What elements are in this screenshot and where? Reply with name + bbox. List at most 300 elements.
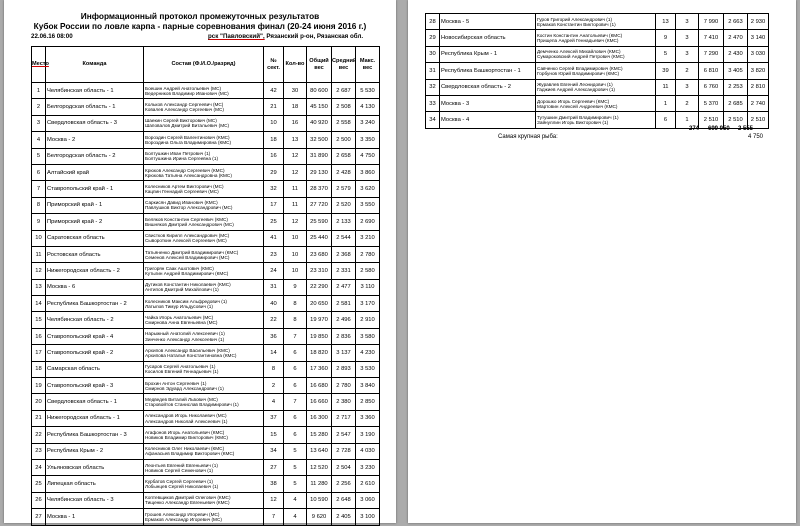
table-row — [32, 378, 380, 394]
avg-weight-cell: 2 658 — [332, 148, 356, 164]
sector-cell: 7 — [264, 509, 284, 525]
team-cell: Белгородская область - 1 — [46, 99, 144, 115]
angler-name: Сумароковский Андрей Петрович (КМС) — [537, 54, 625, 60]
avg-weight-cell: 2 685 — [724, 95, 748, 111]
count-cell: 8 — [284, 312, 307, 328]
total-weight-cell: 80 600 — [307, 83, 332, 99]
angler-name: Крюкова Татьяна Александровна (КМС) — [145, 172, 232, 178]
angler-name: Новиков Владимир Викторович (КМС) — [145, 434, 228, 440]
protocol-title: Информационный протокол промежуточных результатов — [80, 11, 320, 21]
team-cell: Ставропольский край - 3 — [46, 378, 144, 394]
total-weight-cell: 23 310 — [307, 263, 332, 279]
sector-cell: 24 — [264, 263, 284, 279]
count-cell: 7 — [284, 394, 307, 410]
angler-name: Новиков Сергей Семенович (1) — [145, 467, 213, 473]
team-cell: Москва - 6 — [46, 279, 144, 295]
count-cell: 5 — [284, 459, 307, 475]
anglers-cell — [144, 378, 264, 394]
count-cell: 10 — [284, 246, 307, 262]
total-weight-cell: 29 130 — [307, 164, 332, 180]
angler-name: Афанасьев Владимир Викторович (КМС) — [145, 451, 235, 457]
angler-name: Чайка Игорь Анатольевич (МС) — [145, 315, 214, 321]
angler-name: Беляков Константин Сергеевич (КМС) — [145, 216, 228, 222]
anglers-cell — [144, 410, 264, 426]
team-cell: Приморский край - 1 — [46, 197, 144, 213]
count-cell: 10 — [284, 230, 307, 246]
place-cell: 21 — [32, 410, 46, 426]
sector-cell: 32 — [264, 181, 284, 197]
place-cell: 31 — [426, 63, 440, 79]
count-cell: 8 — [284, 296, 307, 312]
angler-name: Прищепа Андрей Геннадьевич (КМС) — [537, 38, 619, 44]
anglers-cell — [144, 246, 264, 262]
anglers-cell — [536, 63, 656, 79]
count-cell: 9 — [284, 279, 307, 295]
count-cell: 2 — [676, 63, 699, 79]
table-row — [32, 181, 380, 197]
place-cell: 3 — [32, 115, 46, 131]
count-cell: 18 — [284, 99, 307, 115]
count-cell: 7 — [284, 328, 307, 344]
sector-cell: 8 — [264, 361, 284, 377]
count-cell: 5 — [284, 476, 307, 492]
anglers-cell — [144, 197, 264, 213]
biggest-fish-label: Самая крупная рыба: — [498, 134, 558, 140]
document-page-2 — [408, 0, 796, 523]
sector-cell: 22 — [264, 312, 284, 328]
total-weight-cell: 25 440 — [307, 230, 332, 246]
team-cell: Москва - 5 — [440, 14, 536, 30]
table-row — [32, 164, 380, 180]
table-row — [32, 214, 380, 230]
competition-title: Кубок России по ловле карпа - парные соревнования финал (20-24 июня 2016 г.) — [33, 21, 367, 31]
anglers-cell — [144, 99, 264, 115]
team-cell: Челябинская область - 3 — [46, 492, 144, 508]
count-cell: 12 — [284, 148, 307, 164]
avg-weight-cell: 2 547 — [332, 427, 356, 443]
total-weight-cell: 17 360 — [307, 361, 332, 377]
count-cell: 11 — [284, 197, 307, 213]
angler-name: Боешин Андрей Анатольевич (МС) — [145, 85, 222, 91]
col-header-sector: № сект. — [264, 47, 284, 83]
total-weight-cell: 25 590 — [307, 214, 332, 230]
col-header-total: Общий вес — [307, 47, 332, 83]
place-cell: 8 — [32, 197, 46, 213]
table-row — [32, 246, 380, 262]
angler-name: Смирнова Анна Евгеньевна (МС) — [145, 320, 218, 326]
sector-cell: 14 — [264, 345, 284, 361]
angler-name: Вороздин Сергей Валентинович (КМС) — [145, 134, 230, 140]
angler-name: Демченко Алексей Михайлович (КМС) — [537, 49, 621, 55]
place-cell: 32 — [426, 79, 440, 95]
total-count: 274 — [689, 126, 700, 132]
place-cell: 15 — [32, 312, 46, 328]
max-weight-cell: 3 820 — [748, 63, 769, 79]
max-weight-cell: 3 550 — [356, 197, 380, 213]
max-weight-cell: 3 530 — [356, 361, 380, 377]
anglers-cell — [144, 132, 264, 148]
avg-weight-cell: 2 430 — [724, 46, 748, 62]
anglers-cell — [144, 312, 264, 328]
avg-weight-cell: 2 648 — [332, 492, 356, 508]
table-row — [32, 459, 380, 475]
place-cell: 5 — [32, 148, 46, 164]
place-cell: 2 — [32, 99, 46, 115]
biggest-fish-value: 4 750 — [748, 134, 764, 140]
avg-weight-cell: 2 663 — [724, 14, 748, 30]
sector-cell: 2 — [264, 378, 284, 394]
avg-weight-cell: 2 133 — [332, 214, 356, 230]
place-cell: 29 — [426, 30, 440, 46]
max-weight-cell: 3 240 — [356, 115, 380, 131]
total-weight-cell: 7 410 — [699, 30, 724, 46]
total-weight-cell: 23 680 — [307, 246, 332, 262]
total-weight-cell: 27 720 — [307, 197, 332, 213]
total-weight-cell: 12 520 — [307, 459, 332, 475]
col-header-place: Место — [32, 47, 46, 83]
angler-name: Савченко Сергей Владимирович (КМС) — [537, 65, 623, 71]
avg-weight-cell: 3 405 — [724, 63, 748, 79]
table-row — [426, 95, 769, 111]
avg-weight-cell: 2 368 — [332, 246, 356, 262]
max-weight-cell: 3 620 — [356, 181, 380, 197]
angler-name: Костин Константин Анатольевич (КМС) — [537, 33, 623, 38]
place-cell: 24 — [32, 459, 46, 475]
max-weight-cell: 3 230 — [356, 459, 380, 475]
team-cell: Свердловская область - 3 — [46, 115, 144, 131]
anglers-cell — [144, 214, 264, 230]
total-weight-cell: 18 820 — [307, 345, 332, 361]
table-row — [32, 427, 380, 443]
avg-weight-cell: 2 253 — [724, 79, 748, 95]
avg-weight-cell: 2 508 — [332, 99, 356, 115]
anglers-cell — [144, 394, 264, 410]
count-cell: 16 — [284, 115, 307, 131]
angler-name: Мартовин Алексей Андреевич (КМС) — [537, 103, 618, 109]
angler-name: Татьяненко Дмитрий Владимирович (КМС) — [145, 249, 239, 255]
count-cell: 6 — [284, 378, 307, 394]
team-cell: Республика Башкортостан - 1 — [440, 63, 536, 79]
max-weight-cell: 3 060 — [356, 492, 380, 508]
sector-cell: 11 — [656, 79, 676, 95]
place-cell: 12 — [32, 263, 46, 279]
total-weight-cell: 16 680 — [307, 378, 332, 394]
sector-cell: 41 — [264, 230, 284, 246]
place-cell: 13 — [32, 279, 46, 295]
max-weight-cell: 3 360 — [356, 410, 380, 426]
total-weight-cell: 19 970 — [307, 312, 332, 328]
results-body-page-1 — [32, 83, 380, 526]
col-header-team: Команда — [46, 47, 144, 83]
place-cell: 27 — [32, 509, 46, 525]
col-header-count: Кол-во — [284, 47, 307, 83]
count-cell: 12 — [284, 214, 307, 230]
max-weight-cell: 3 030 — [748, 46, 769, 62]
angler-name: Латыпов Тимур Ильдусович (1) — [145, 303, 213, 309]
anglers-cell — [144, 296, 264, 312]
anglers-cell — [144, 279, 264, 295]
place-cell: 23 — [32, 443, 46, 459]
table-row — [32, 492, 380, 508]
team-cell: Свердловская область - 2 — [440, 79, 536, 95]
team-cell: Челябинская область - 1 — [46, 83, 144, 99]
team-cell: Ульяновская область — [46, 459, 144, 475]
team-cell: Саратовская область — [46, 230, 144, 246]
angler-name: Грошев Александр Игоревич (МС) — [145, 511, 220, 517]
angler-name: Медведев Виталий Львович (МС) — [145, 397, 218, 403]
angler-name: Сывороткин Алексей Сергеевич (МС) — [145, 238, 227, 244]
table-row — [32, 328, 380, 344]
count-cell: 11 — [284, 181, 307, 197]
sector-cell: 4 — [264, 394, 284, 410]
angler-name: Журавлев Евгений Леонидович (1) — [537, 82, 613, 88]
team-cell: Самарская область — [46, 361, 144, 377]
team-cell: Липецкая область — [46, 476, 144, 492]
angler-name: Гаджиев Андрей Александрович (1) — [537, 87, 615, 93]
max-weight-cell: 2 780 — [356, 246, 380, 262]
max-weight-cell: 3 110 — [356, 279, 380, 295]
max-weight-cell: 3 350 — [356, 132, 380, 148]
avg-weight-cell: 2 470 — [724, 30, 748, 46]
place-cell: 26 — [32, 492, 46, 508]
avg-weight-cell: 2 687 — [332, 83, 356, 99]
place-cell: 22 — [32, 427, 46, 443]
results-table-page-2 — [425, 13, 769, 129]
avg-weight-cell: 2 500 — [332, 132, 356, 148]
place-cell: 11 — [32, 246, 46, 262]
anglers-cell — [144, 509, 264, 525]
team-cell: Москва - 3 — [440, 95, 536, 111]
place-cell: 33 — [426, 95, 440, 111]
team-cell: Алтайский край — [46, 164, 144, 180]
count-cell: 12 — [284, 164, 307, 180]
count-cell: 1 — [676, 112, 699, 128]
team-cell: Ставропольский край - 1 — [46, 181, 144, 197]
angler-name: Ведерников Владимир Иванович (МС) — [145, 90, 229, 96]
avg-weight-cell: 2 717 — [332, 410, 356, 426]
angler-name: Лобынцев Сергей Николаевич (1) — [145, 484, 219, 490]
avg-weight-cell: 2 780 — [332, 378, 356, 394]
sector-cell: 18 — [264, 132, 284, 148]
sector-cell: 23 — [264, 246, 284, 262]
team-cell: Нижегородская область - 2 — [46, 263, 144, 279]
angler-name: Зайнуллин Игорь Викторович (1) — [537, 120, 609, 126]
count-cell: 4 — [284, 509, 307, 525]
total-weight-cell: 31 890 — [307, 148, 332, 164]
team-cell: Москва - 4 — [440, 112, 536, 128]
anglers-cell — [144, 492, 264, 508]
anglers-cell — [144, 263, 264, 279]
place-cell: 1 — [32, 83, 46, 99]
total-weight: 699 950 — [708, 126, 730, 132]
total-weight-cell: 16 660 — [307, 394, 332, 410]
anglers-cell — [144, 459, 264, 475]
total-weight-cell: 22 290 — [307, 279, 332, 295]
avg-weight-cell: 2 496 — [332, 312, 356, 328]
max-weight-cell: 3 860 — [356, 164, 380, 180]
sector-cell: 40 — [264, 296, 284, 312]
count-cell: 2 — [676, 95, 699, 111]
avg-weight-cell: 2 893 — [332, 361, 356, 377]
count-cell: 3 — [676, 46, 699, 62]
sector-cell: 42 — [264, 83, 284, 99]
max-weight-cell: 2 810 — [748, 79, 769, 95]
angler-name: Дорошко Игорь Сергеевич (КМС) — [537, 98, 610, 104]
sector-cell: 21 — [264, 99, 284, 115]
table-row — [32, 509, 380, 525]
place-cell: 4 — [32, 132, 46, 148]
angler-name: Кольков Александр Сергеевич (МС) — [145, 102, 224, 107]
avg-weight-cell: 2 520 — [332, 197, 356, 213]
avg-weight-cell: 2 331 — [332, 263, 356, 279]
angler-name: Агафонов Игорь Анатольевич (КМС) — [145, 429, 225, 435]
table-row — [426, 46, 769, 62]
team-cell: Белгородская область - 2 — [46, 148, 144, 164]
count-cell: 3 — [676, 79, 699, 95]
max-weight-cell: 3 170 — [356, 296, 380, 312]
angler-name: Семенов Алексей Владимирович (МС) — [145, 254, 230, 260]
max-weight-cell: 4 230 — [356, 345, 380, 361]
table-row — [32, 230, 380, 246]
angler-name: Гуров Григорий Александрович (1) — [537, 16, 613, 22]
max-weight-cell: 3 190 — [356, 427, 380, 443]
angler-name: Ермаков Александр Игоревич (МС) — [145, 516, 222, 522]
angler-name: Тищенко Александр Евгеньевич (КМС) — [145, 500, 230, 506]
angler-name: Александров Игорь Николаевич (МС) — [145, 413, 227, 419]
table-row — [32, 443, 380, 459]
max-weight-cell: 2 610 — [356, 476, 380, 492]
avg-weight-cell: 2 510 — [724, 112, 748, 128]
angler-name: Александров Николай Алексеевич (1) — [145, 418, 228, 424]
results-table-page-1 — [31, 46, 380, 526]
sector-cell: 15 — [264, 427, 284, 443]
anglers-cell — [144, 427, 264, 443]
table-header-row — [32, 47, 380, 83]
angler-name: Шаповалов Дмитрий Витальевич (МС) — [145, 123, 230, 129]
anglers-cell — [536, 95, 656, 111]
total-weight-cell: 10 590 — [307, 492, 332, 508]
max-weight-cell: 5 530 — [356, 83, 380, 99]
count-cell: 13 — [284, 132, 307, 148]
max-weight-cell: 2 510 — [748, 112, 769, 128]
sector-cell: 17 — [264, 197, 284, 213]
team-cell: Ростовская область — [46, 246, 144, 262]
count-cell: 6 — [284, 345, 307, 361]
total-weight-cell: 13 640 — [307, 443, 332, 459]
avg-weight-cell: 3 137 — [332, 345, 356, 361]
team-cell: Новосибирская область — [440, 30, 536, 46]
avg-weight-cell: 2 558 — [332, 115, 356, 131]
angler-name: Колесников Олег Николаевич (КМС) — [145, 446, 225, 452]
place-cell: 28 — [426, 14, 440, 30]
team-cell: Москва - 1 — [46, 509, 144, 525]
angler-name: Антипов Дмитрий Михайлович (1) — [145, 287, 219, 293]
max-weight-cell: 3 100 — [356, 509, 380, 525]
place-cell: 20 — [32, 394, 46, 410]
sector-cell: 10 — [264, 115, 284, 131]
max-weight-cell: 3 210 — [356, 230, 380, 246]
table-row — [32, 410, 380, 426]
sector-cell: 38 — [264, 476, 284, 492]
angler-name: Кутыгин Андрей Владимирович (КМС) — [145, 270, 229, 276]
max-weight-cell: 2 740 — [748, 95, 769, 111]
anglers-cell — [144, 115, 264, 131]
sector-cell: 13 — [656, 14, 676, 30]
anglers-cell — [144, 361, 264, 377]
col-header-avg: Средний вес — [332, 47, 356, 83]
anglers-cell — [144, 476, 264, 492]
angler-name: Шаекин Сергей Викторович (МС) — [145, 118, 217, 124]
table-row — [32, 148, 380, 164]
place-cell: 25 — [32, 476, 46, 492]
angler-name: Ермаков Константин Викторович (1) — [537, 21, 616, 27]
table-row — [32, 99, 380, 115]
avg-weight-cell: 2 428 — [332, 164, 356, 180]
table-row — [426, 14, 769, 30]
place-cell: 34 — [426, 112, 440, 128]
place-cell: 30 — [426, 46, 440, 62]
team-cell: Республика Крым - 2 — [46, 443, 144, 459]
total-weight-cell: 45 150 — [307, 99, 332, 115]
table-row — [32, 312, 380, 328]
angler-name: Зинченко Александр Алексеевич (1) — [145, 336, 225, 342]
angler-name: Архипова Наталья Константиновна (КМС) — [145, 352, 237, 358]
total-weight-cell: 9 620 — [307, 509, 332, 525]
avg-weight-cell: 2 728 — [332, 443, 356, 459]
avg-weight-cell: 2 581 — [332, 296, 356, 312]
angler-name: Гусаров Сергей Анатольевич (1) — [145, 364, 216, 370]
max-weight-cell: 2 690 — [356, 214, 380, 230]
table-row — [426, 30, 769, 46]
totals-row — [425, 126, 768, 134]
team-cell: Ставропольский край - 4 — [46, 328, 144, 344]
anglers-cell — [536, 14, 656, 30]
sector-cell: 39 — [656, 63, 676, 79]
venue-name: рск "Павловский", — [208, 33, 265, 40]
total-weight-cell: 19 850 — [307, 328, 332, 344]
table-row — [32, 263, 380, 279]
angler-name: Григорян Саак Ашотович (КМС) — [145, 265, 214, 271]
place-cell: 9 — [32, 214, 46, 230]
angler-name: Смирнов Эдуард Александрович (1) — [145, 385, 224, 391]
total-weight-cell: 20 650 — [307, 296, 332, 312]
anglers-cell — [144, 328, 264, 344]
total-weight-cell: 40 920 — [307, 115, 332, 131]
anglers-cell — [536, 79, 656, 95]
table-row — [32, 361, 380, 377]
anglers-cell — [144, 148, 264, 164]
sector-cell: 5 — [656, 46, 676, 62]
total-weight-cell: 7 990 — [699, 14, 724, 30]
max-weight-cell: 3 140 — [748, 30, 769, 46]
place-cell: 6 — [32, 164, 46, 180]
place-cell: 19 — [32, 378, 46, 394]
angler-name: Болтушкина Ирина Сергеевна (1) — [145, 156, 219, 162]
count-cell: 5 — [284, 443, 307, 459]
max-weight-cell: 3 580 — [356, 328, 380, 344]
total-weight-cell: 16 300 — [307, 410, 332, 426]
table-row — [32, 345, 380, 361]
angler-name: Вороздина Ольга Владимировна (КМС) — [145, 139, 232, 145]
max-weight-cell: 2 910 — [356, 312, 380, 328]
count-cell: 10 — [284, 263, 307, 279]
anglers-cell — [144, 181, 264, 197]
angler-name: Саркисян Давид Иванович (КМС) — [145, 200, 218, 206]
total-weight-cell: 7 290 — [699, 46, 724, 62]
sector-cell: 12 — [264, 492, 284, 508]
sector-cell: 36 — [264, 328, 284, 344]
place-cell: 14 — [32, 296, 46, 312]
